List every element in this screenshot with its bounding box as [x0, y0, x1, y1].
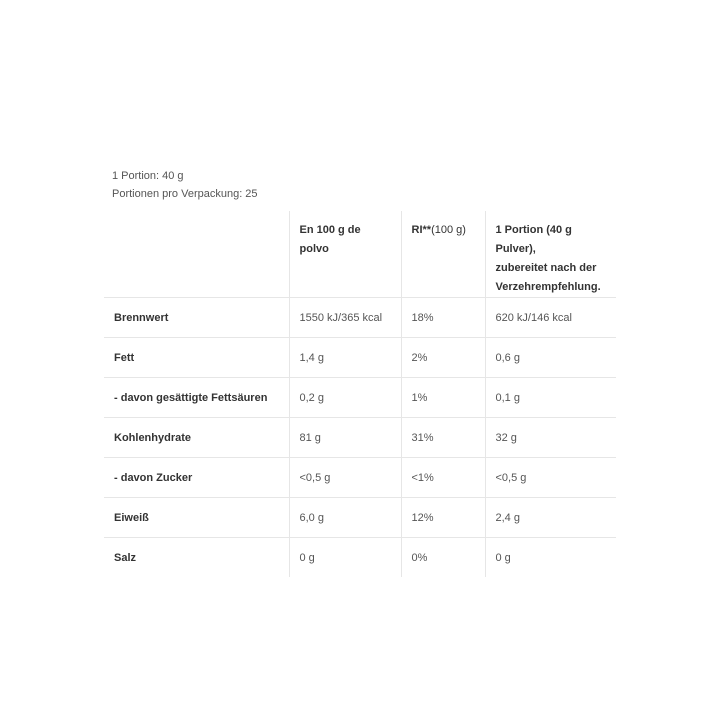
- table-header-row: [104, 211, 616, 298]
- cell-ri: 0%: [401, 538, 485, 578]
- table-row: [104, 378, 616, 418]
- header-ri-unit: (100 g): [431, 224, 466, 236]
- cell-ri: 1%: [401, 378, 485, 418]
- cell-per-100g: 6,0 g: [289, 498, 401, 538]
- portions-per-pack: Portionen pro Verpackung: 25: [112, 188, 258, 200]
- cell-per-portion: 0,6 g: [485, 338, 616, 378]
- cell-per-100g: <0,5 g: [289, 458, 401, 498]
- header-per-portion-line3: Verzehrempfehlung.: [495, 281, 601, 293]
- cell-per-100g: 0 g: [289, 538, 401, 578]
- row-label: Eiweiß: [104, 498, 289, 538]
- table-row: [104, 458, 616, 498]
- header-per-100g: En 100 g de polvo: [289, 211, 401, 298]
- cell-ri: 31%: [401, 418, 485, 458]
- cell-per-portion: 0 g: [485, 538, 616, 578]
- cell-ri: 18%: [401, 298, 485, 338]
- header-per-portion: [485, 211, 616, 298]
- table-row: [104, 498, 616, 538]
- portion-size: 1 Portion: 40 g: [112, 170, 184, 182]
- table-row: [104, 538, 616, 578]
- row-label: - davon gesättigte Fettsäuren: [104, 378, 289, 418]
- table-row: [104, 298, 616, 338]
- row-label: Brennwert: [104, 298, 289, 338]
- cell-per-100g: 0,2 g: [289, 378, 401, 418]
- cell-per-portion: 620 kJ/146 kcal: [485, 298, 616, 338]
- cell-per-portion: <0,5 g: [485, 458, 616, 498]
- cell-ri: 12%: [401, 498, 485, 538]
- cell-per-portion: 2,4 g: [485, 498, 616, 538]
- header-per-portion-line1: 1 Portion (40 g Pulver),: [495, 224, 572, 255]
- cell-per-portion: 0,1 g: [485, 378, 616, 418]
- nutrition-table: [104, 211, 616, 577]
- header-ri-label: RI**: [411, 224, 432, 236]
- cell-per-100g: 1550 kJ/365 kcal: [289, 298, 401, 338]
- cell-per-100g: 81 g: [289, 418, 401, 458]
- row-label: - davon Zucker: [104, 458, 289, 498]
- row-label: Fett: [104, 338, 289, 378]
- table-row: [104, 418, 616, 458]
- header-empty: [104, 211, 289, 298]
- header-ri: [401, 211, 485, 298]
- cell-per-portion: 32 g: [485, 418, 616, 458]
- cell-ri: 2%: [401, 338, 485, 378]
- header-per-portion-line2: zubereitet nach der: [495, 262, 597, 274]
- row-label: Salz: [114, 552, 137, 564]
- row-label: Kohlenhydrate: [104, 418, 289, 458]
- cell-per-100g: 1,4 g: [289, 338, 401, 378]
- portion-info: [112, 167, 258, 203]
- cell-ri: <1%: [401, 458, 485, 498]
- table-row: [104, 338, 616, 378]
